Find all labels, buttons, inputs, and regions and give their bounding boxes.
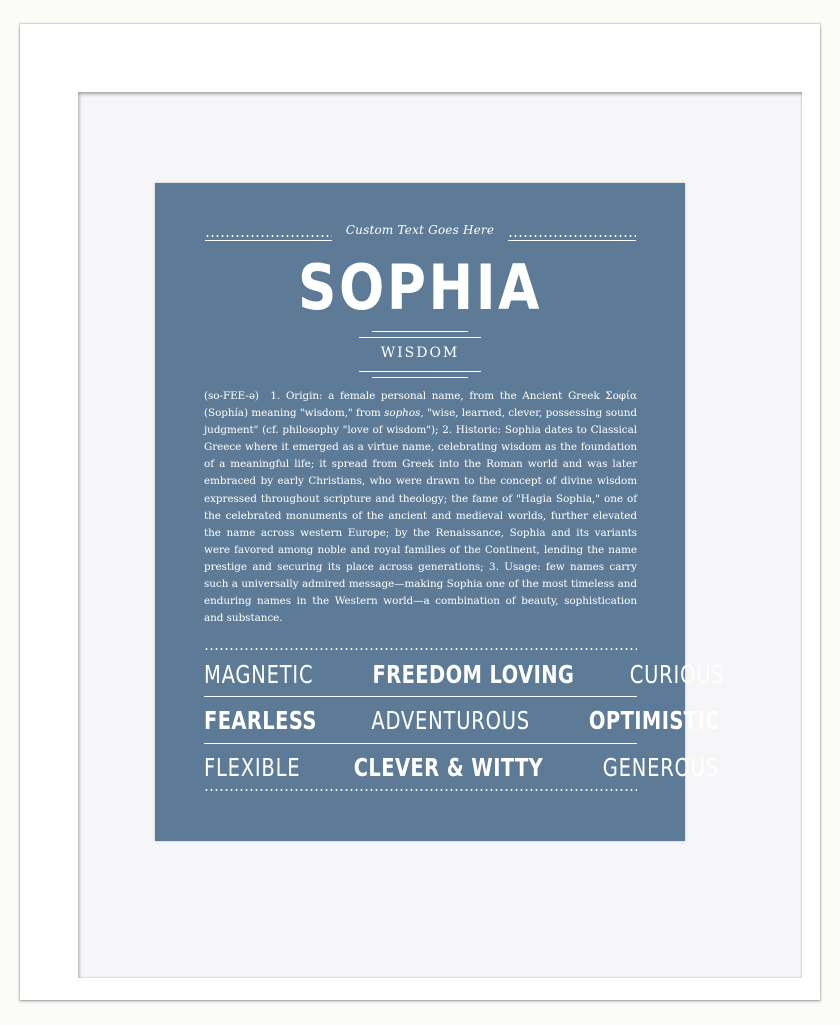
trait-word: FEARLESS	[204, 706, 317, 735]
traits-divider-2	[204, 743, 637, 744]
trait-row-2	[204, 703, 720, 739]
trait-word: FLEXIBLE	[204, 753, 301, 782]
trait-word: GENEROUS	[603, 753, 720, 782]
pronunciation: (so-FEE-ə)	[204, 390, 259, 402]
traits-rule-bottom	[204, 789, 637, 791]
trait-row-1	[204, 657, 725, 693]
name-art-print	[155, 183, 725, 841]
custom-text: Custom Text Goes Here	[345, 223, 495, 237]
traits-divider-1	[204, 696, 637, 697]
meaning-rule-top-1	[372, 331, 468, 332]
trait-word: CURIOUS	[629, 660, 725, 689]
traits-rule-top	[204, 648, 637, 650]
trait-word: OPTIMISTIC	[588, 706, 720, 735]
meaning-rule-bottom-1	[359, 371, 481, 372]
header-rule-right	[508, 235, 636, 241]
definition-part-2: , "wise, learned, clever, possessing sound judgment" (cf. philosophy "love of wisdom"); 2. Historic: Sophia dates to Classical Greece where it emerged as a virtue name, celebrating wisdom as the foundation of a meaningful life; it spread from Greek into the Roman world and was later embraced by early Christians, who were drawn to the concept of divine wisdom expressed throughout scripture and theology; the fame of "Hagia Sophia," one of the celebrated monuments of the ancient and medieval worlds, further elevated the name across western Europe; by the Renaissance, Sophia and its variants were favored among noble and royal families of the Continent, lending the name prestige and securing its place across generations; 3. Usage: few names carry such a universally admired message—making Sophia one of the most timeless and enduring names in the Western world—a combination of beauty, sophistication and substance.	[204, 407, 637, 625]
trait-word: CLEVER & WITTY	[354, 753, 544, 782]
trait-word: ADVENTUROUS	[371, 706, 530, 735]
name-definition	[204, 388, 637, 627]
meaning-rule-bottom-2	[372, 377, 468, 378]
meaning-rule-top-2	[359, 337, 481, 338]
definition-italic-word: sophos	[384, 407, 421, 420]
name-meaning: WISDOM	[380, 345, 460, 361]
definition-part-1: 1. Origin: a female personal name, from the Ancient Greek Σοφία (Sophía) meaning "wisdom," from	[204, 390, 637, 420]
name-title: SOPHIA	[297, 251, 543, 324]
trait-word: MAGNETIC	[204, 660, 314, 689]
trait-word: FREEDOM LOVING	[372, 660, 575, 689]
trait-row-3	[204, 750, 720, 786]
